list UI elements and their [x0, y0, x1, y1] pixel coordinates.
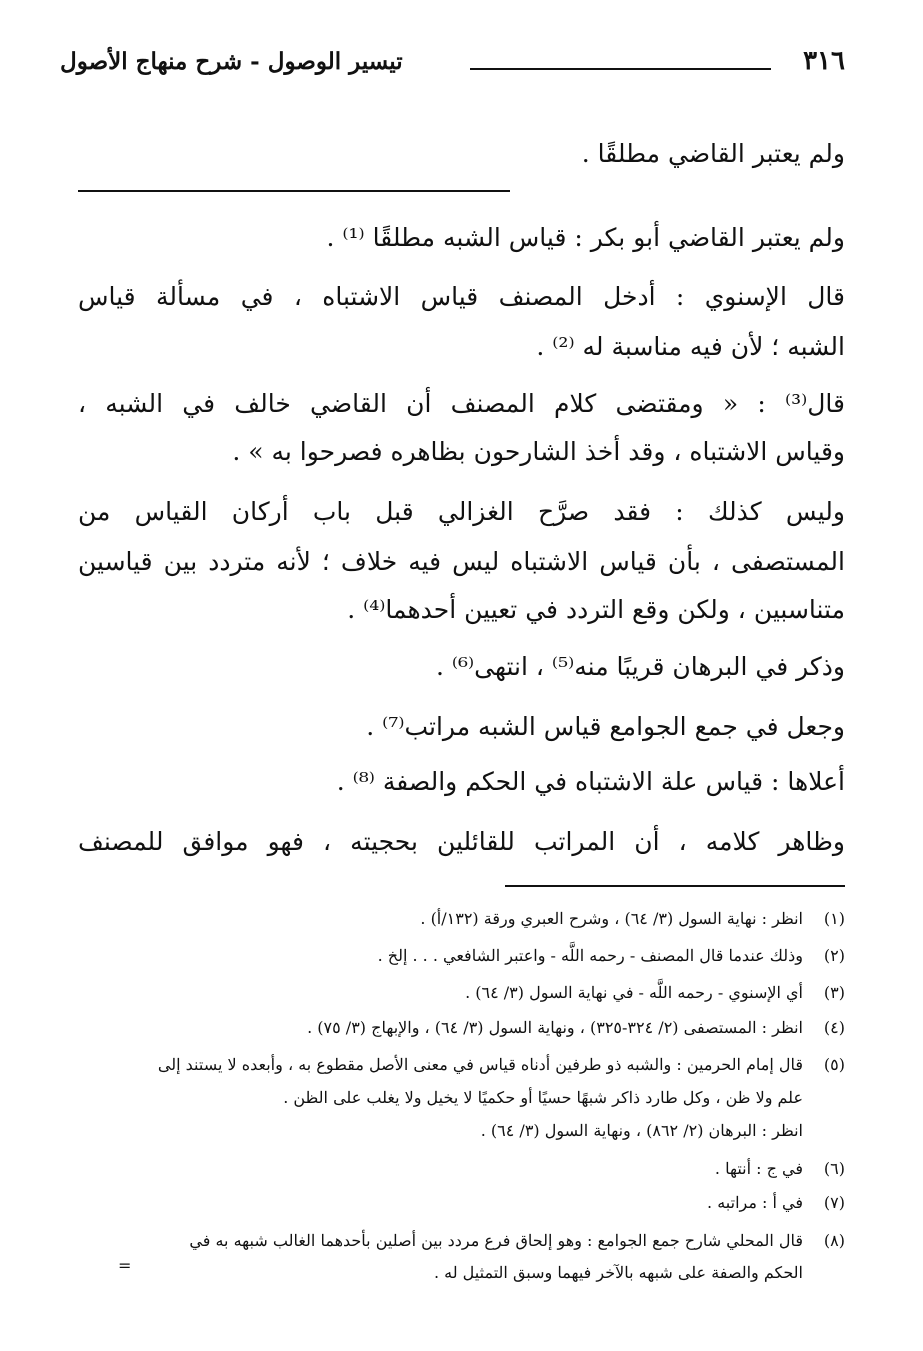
footnote	[72, 906, 845, 931]
header-rule	[470, 68, 771, 70]
footnote	[72, 1190, 845, 1215]
footnote	[72, 1228, 845, 1253]
footnote-number: (٨)	[823, 1231, 845, 1250]
footnote-continuation	[72, 1260, 803, 1285]
footnote-text: قال المحلي شارح جمع الجوامع : وهو إلحاق فرع مردد بين أصلين بأحدهما الغالب شبهه به في	[189, 1231, 803, 1250]
footnote-text: أي الإسنوي - رحمه اللَّه - في نهاية السول (٣/ ٦٤) .	[465, 983, 803, 1002]
footnote	[72, 1015, 845, 1040]
text-line: ولم يعتبر القاضي أبو بكر : قياس الشبه مطلقًا ⁽¹⁾ .	[326, 223, 845, 252]
footnote-continuation	[72, 1085, 803, 1110]
footnote-text: في أ : مراتبه .	[707, 1193, 803, 1212]
text-line: قال الإسنوي : أدخل المصنف قياس الاشتباه ، في مسألة قياس	[78, 282, 845, 311]
footnote-text: انظر : البرهان (٢/ ٨٦٢) ، ونهاية السول (٣/ ٦٤) .	[480, 1121, 803, 1140]
text-line: أعلاها : قياس علة الاشتباه في الحكم والصفة ⁽⁸⁾ .	[336, 767, 845, 796]
footnote-number: (٢)	[823, 946, 845, 965]
page-number: ٣١٦	[803, 46, 845, 76]
footnote	[72, 943, 845, 968]
footnote	[72, 980, 845, 1005]
footnote-number: (٣)	[823, 983, 845, 1002]
footnote-text: الحكم والصفة على شبهه بالآخر فيهما وسبق التمثيل له .	[433, 1263, 803, 1282]
footnote-number: (٤)	[823, 1018, 845, 1037]
footnote-continuation	[72, 1118, 803, 1143]
footnote-text: انظر : المستصفى (٢/ ٣٢٤-٣٢٥) ، ونهاية السول (٣/ ٦٤) ، والإبهاج (٣/ ٧٥) .	[307, 1018, 803, 1037]
text-line: وقياس الاشتباه ، وقد أخذ الشارحون بظاهره فصرحوا به » .	[232, 437, 845, 466]
footnote-text: وذلك عندما قال المصنف - رحمه اللَّه - واعتبر الشافعي . . . إلخ .	[377, 946, 803, 965]
text-line: وظاهر كلامه ، أن المراتب للقائلين بحجيته ، فهو موافق للمصنف	[78, 827, 845, 856]
text-line: وليس كذلك : فقد صرَّح الغزالي قبل باب أركان القياس من	[78, 497, 845, 526]
book-title: تيسير الوصول - شرح منهاج الأصول	[60, 48, 403, 75]
section-divider	[78, 190, 510, 192]
continuation-mark: =	[118, 1256, 132, 1275]
footnote-text: انظر : نهاية السول (٣/ ٦٤) ، وشرح العبري ورقة (١٣٢/أ) .	[420, 909, 803, 928]
footnote	[72, 1052, 845, 1077]
footnote-number: (٦)	[823, 1159, 845, 1178]
footnote-number: (٧)	[823, 1193, 845, 1212]
text-line: وجعل في جمع الجوامع قياس الشبه مراتب⁽⁷⁾ .	[366, 712, 845, 741]
text-line: قال⁽³⁾ : « ومقتضى كلام المصنف أن القاضي خالف في الشبه ،	[78, 389, 845, 418]
footnote-text: علم ولا ظن ، وكل طارد ذاكر شبهًا حسيًا أو حكميًا لا يخيل ولا يغلب على الظن .	[283, 1088, 803, 1107]
footnote-rule	[505, 885, 845, 887]
text-line: ولم يعتبر القاضي مطلقًا .	[581, 139, 845, 168]
footnote-number: (١)	[823, 909, 845, 928]
text-line: متناسبين ، ولكن وقع التردد في تعيين أحدهما⁽⁴⁾ .	[347, 595, 845, 624]
text-line: الشبه ؛ لأن فيه مناسبة له ⁽²⁾ .	[536, 332, 845, 361]
text-line: المستصفى ، بأن قياس الاشتباه ليس فيه خلاف ؛ لأنه متردد بين قياسين	[78, 547, 845, 576]
page-header	[60, 46, 845, 90]
footnote-text: في ج : أنتها .	[714, 1159, 803, 1178]
footnote-text: قال إمام الحرمين : والشبه ذو طرفين أدناه قياس في معنى الأصل مقطوع به ، وأبعده لا يستند إلى	[157, 1055, 803, 1074]
text-line: وذكر في البرهان قريبًا منه⁽⁵⁾ ، انتهى⁽⁶⁾ .	[435, 652, 845, 681]
footnote	[72, 1156, 845, 1181]
footnote-number: (٥)	[823, 1055, 845, 1074]
